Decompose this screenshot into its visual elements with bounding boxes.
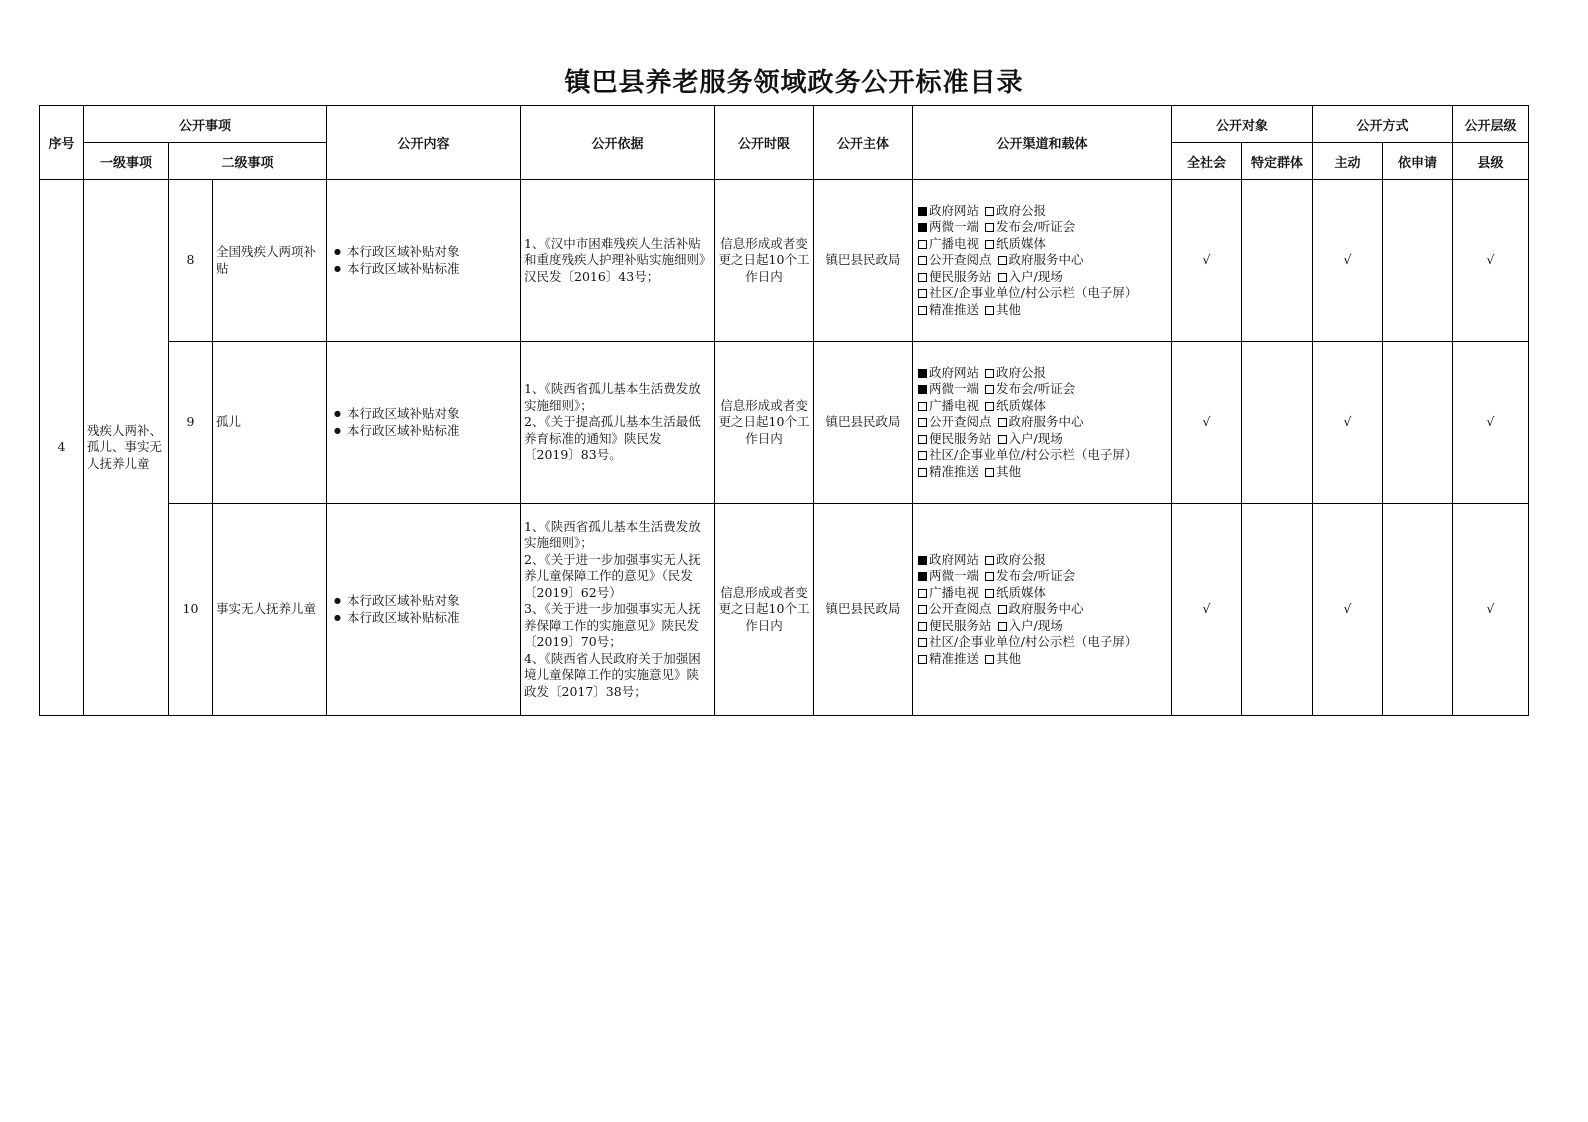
channel-option-label: 政府网站 <box>929 202 980 218</box>
check-on-request <box>1383 504 1453 716</box>
unchecked-box-icon <box>918 256 927 265</box>
header-on-request: 依申请 <box>1383 143 1453 180</box>
unchecked-box-icon <box>918 418 927 427</box>
check-specific <box>1242 342 1313 504</box>
checked-box-icon <box>918 207 927 216</box>
row-time: 信息形成或者变更之日起10个工作日内 <box>715 504 814 716</box>
unchecked-box-icon <box>918 402 927 411</box>
row-level2: 全国残疾人两项补贴 <box>213 180 327 342</box>
channel-line <box>918 219 1168 236</box>
check-county: √ <box>1453 180 1529 342</box>
channel-option-label: 精准推送 <box>929 463 980 479</box>
channel-option-label: 政府网站 <box>929 364 980 380</box>
header-method: 公开方式 <box>1313 106 1453 143</box>
row-content <box>327 504 521 716</box>
content-list <box>330 244 517 277</box>
row-number: 9 <box>169 342 213 504</box>
unchecked-box-icon <box>918 605 927 614</box>
unchecked-box-icon <box>918 435 927 444</box>
channel-option-label: 其他 <box>996 650 1022 666</box>
catalog-table <box>39 105 1529 716</box>
unchecked-box-icon <box>918 655 927 664</box>
header-county: 县级 <box>1453 143 1529 180</box>
channel-line <box>918 252 1168 269</box>
basis-item: 4、《陕西省人民政府关于加强困境儿童保障工作的实施意见》陕政发〔2017〕38号； <box>524 650 701 699</box>
channel-option-label: 纸质媒体 <box>996 584 1047 600</box>
channel-line <box>918 381 1168 398</box>
check-active: √ <box>1313 180 1383 342</box>
channel-option-label: 政府服务中心 <box>1008 601 1084 617</box>
channel-line <box>918 269 1168 286</box>
channel-line <box>918 634 1168 651</box>
channel-option-label: 纸质媒体 <box>996 235 1047 251</box>
unchecked-box-icon <box>985 572 994 581</box>
channel-option-label: 纸质媒体 <box>996 397 1047 413</box>
page-title: 镇巴县养老服务领域政务公开标准目录 <box>564 68 1024 98</box>
channel-line <box>918 618 1168 635</box>
channel-option-label: 政府服务中心 <box>1008 414 1084 430</box>
unchecked-box-icon <box>998 256 1007 265</box>
basis-item: 1、《汉中市困难残疾人生活补贴和重度残疾人护理补贴实施细则》汉民发〔2016〕43号； <box>524 235 706 284</box>
content-item <box>334 261 517 278</box>
header-seq: 序号 <box>40 106 84 180</box>
row-subject: 镇巴县民政局 <box>814 342 913 504</box>
unchecked-box-icon <box>985 402 994 411</box>
unchecked-box-icon <box>918 589 927 598</box>
check-all-society: √ <box>1172 180 1242 342</box>
unchecked-box-icon <box>985 468 994 477</box>
channel-line <box>918 585 1168 602</box>
content-item <box>334 610 517 627</box>
basis-item: 1、《陕西省孤儿基本生活费发放实施细则》； <box>524 518 701 551</box>
check-specific <box>1242 504 1313 716</box>
channel-option-label: 发布会/听证会 <box>996 381 1076 397</box>
checked-box-icon <box>918 223 927 232</box>
channel-option-label: 发布会/听证会 <box>996 219 1076 235</box>
unchecked-box-icon <box>998 605 1007 614</box>
row-content <box>327 342 521 504</box>
content-item-text: 本行政区域补贴对象 <box>346 406 460 421</box>
check-county: √ <box>1453 504 1529 716</box>
unchecked-box-icon <box>918 622 927 631</box>
check-county: √ <box>1453 342 1529 504</box>
unchecked-box-icon <box>918 638 927 647</box>
channel-line <box>918 203 1168 220</box>
content-item <box>334 423 517 440</box>
check-all-society: √ <box>1172 504 1242 716</box>
checked-box-icon <box>918 369 927 378</box>
unchecked-box-icon <box>998 622 1007 631</box>
basis-item: 1、《陕西省孤儿基本生活费发放实施细则》； <box>524 381 701 413</box>
unchecked-box-icon <box>918 240 927 249</box>
row-level2: 事实无人抚养儿童 <box>213 504 327 716</box>
unchecked-box-icon <box>918 289 927 298</box>
channel-option-label: 便民服务站 <box>929 617 992 633</box>
group-level1: 残疾人两补、孤儿、事实无人抚养儿童 <box>84 180 169 716</box>
unchecked-box-icon <box>985 306 994 315</box>
channel-option-label: 政府公报 <box>996 364 1047 380</box>
channel-option-label: 两微一端 <box>929 219 980 235</box>
channel-option-label: 其他 <box>996 301 1022 317</box>
channel-line <box>918 651 1168 668</box>
channel-option-label: 社区/企事业单位/村公示栏（电子屏） <box>929 285 1138 301</box>
basis-item: 2、《关于进一步加强事实无人抚养儿童保障工作的意见》（民发〔2019〕62号） <box>524 551 701 600</box>
header-level: 公开层级 <box>1453 106 1529 143</box>
content-item <box>334 244 517 261</box>
header-all-society: 全社会 <box>1172 143 1242 180</box>
channel-option-label: 便民服务站 <box>929 268 992 284</box>
check-active: √ <box>1313 342 1383 504</box>
check-active: √ <box>1313 504 1383 716</box>
header-matters: 公开事项 <box>84 106 327 143</box>
channel-option-label: 精准推送 <box>929 301 980 317</box>
content-item-text: 本行政区域补贴对象 <box>346 244 460 259</box>
channel-option-label: 公开查阅点 <box>929 252 992 268</box>
header-content: 公开内容 <box>327 106 521 180</box>
unchecked-box-icon <box>985 556 994 565</box>
unchecked-box-icon <box>918 451 927 460</box>
row-time: 信息形成或者变更之日起10个工作日内 <box>715 342 814 504</box>
row-subject: 镇巴县民政局 <box>814 180 913 342</box>
unchecked-box-icon <box>998 435 1007 444</box>
channel-option-label: 政府服务中心 <box>1008 252 1084 268</box>
table-row <box>40 342 1529 504</box>
row-number: 8 <box>169 180 213 342</box>
row-content <box>327 180 521 342</box>
content-item-text: 本行政区域补贴标准 <box>346 609 460 625</box>
channel-option-label: 政府公报 <box>996 202 1047 218</box>
unchecked-box-icon <box>998 418 1007 427</box>
channel-option-label: 入户/现场 <box>1008 430 1063 446</box>
checked-box-icon <box>918 556 927 565</box>
table-row <box>40 504 1529 716</box>
channel-line <box>918 236 1168 253</box>
row-channels <box>913 342 1172 504</box>
channel-option-label: 广播电视 <box>929 235 980 251</box>
channel-line <box>918 431 1168 448</box>
channel-option-label: 精准推送 <box>929 650 980 666</box>
header-subject: 公开主体 <box>814 106 913 180</box>
content-item-text: 本行政区域补贴标准 <box>346 422 460 438</box>
unchecked-box-icon <box>918 468 927 477</box>
unchecked-box-icon <box>998 273 1007 282</box>
table-row <box>40 180 1529 342</box>
channel-option-label: 社区/企事业单位/村公示栏（电子屏） <box>929 634 1138 650</box>
channel-option-label: 广播电视 <box>929 584 980 600</box>
content-item <box>334 406 517 423</box>
unchecked-box-icon <box>985 369 994 378</box>
basis-item: 2、《关于提高孤儿基本生活最低养育标准的通知》陕民发〔2019〕83号。 <box>524 414 701 463</box>
header-level1: 一级事项 <box>84 143 169 180</box>
header-specific: 特定群体 <box>1242 143 1313 180</box>
channel-option-label: 政府公报 <box>996 551 1047 567</box>
row-number: 10 <box>169 504 213 716</box>
unchecked-box-icon <box>985 207 994 216</box>
channel-line <box>918 601 1168 618</box>
channel-line <box>918 285 1168 302</box>
channel-line <box>918 447 1168 464</box>
basis-item: 3、《关于进一步加强事实无人抚养保障工作的实施意见》陕民发〔2019〕70号； <box>524 601 701 650</box>
channel-option-label: 社区/企事业单位/村公示栏（电子屏） <box>929 447 1138 463</box>
channel-line <box>918 414 1168 431</box>
channel-option-label: 便民服务站 <box>929 430 992 446</box>
row-channels <box>913 180 1172 342</box>
channel-line <box>918 568 1168 585</box>
header-row-1 <box>40 106 1529 143</box>
row-basis <box>521 342 715 504</box>
unchecked-box-icon <box>918 306 927 315</box>
check-on-request <box>1383 180 1453 342</box>
header-active: 主动 <box>1313 143 1383 180</box>
content-item-text: 本行政区域补贴标准 <box>346 260 460 276</box>
content-list <box>330 593 517 626</box>
row-time: 信息形成或者变更之日起10个工作日内 <box>715 180 814 342</box>
channel-option-label: 发布会/听证会 <box>996 568 1076 584</box>
channel-option-label: 公开查阅点 <box>929 601 992 617</box>
channel-option-label: 入户/现场 <box>1008 268 1063 284</box>
header-time: 公开时限 <box>715 106 814 180</box>
checked-box-icon <box>918 385 927 394</box>
channel-option-label: 两微一端 <box>929 381 980 397</box>
channel-option-label: 两微一端 <box>929 568 980 584</box>
check-all-society: √ <box>1172 342 1242 504</box>
channel-line <box>918 552 1168 569</box>
channel-line <box>918 302 1168 319</box>
unchecked-box-icon <box>985 589 994 598</box>
channel-option-label: 广播电视 <box>929 397 980 413</box>
header-basis: 公开依据 <box>521 106 715 180</box>
channel-line <box>918 365 1168 382</box>
row-subject: 镇巴县民政局 <box>814 504 913 716</box>
unchecked-box-icon <box>985 655 994 664</box>
row-level2: 孤儿 <box>213 342 327 504</box>
unchecked-box-icon <box>985 240 994 249</box>
channel-line <box>918 398 1168 415</box>
channel-option-label: 入户/现场 <box>1008 617 1063 633</box>
channel-option-label: 政府网站 <box>929 551 980 567</box>
check-specific <box>1242 180 1313 342</box>
check-on-request <box>1383 342 1453 504</box>
group-seq: 4 <box>40 180 84 716</box>
channel-line <box>918 464 1168 481</box>
content-list <box>330 406 517 439</box>
row-channels <box>913 504 1172 716</box>
unchecked-box-icon <box>985 223 994 232</box>
unchecked-box-icon <box>985 385 994 394</box>
content-item-text: 本行政区域补贴对象 <box>346 593 460 608</box>
row-basis <box>521 180 715 342</box>
content-item <box>334 593 517 610</box>
header-channel: 公开渠道和载体 <box>913 106 1172 180</box>
header-target: 公开对象 <box>1172 106 1313 143</box>
header-level2: 二级事项 <box>169 143 327 180</box>
channel-option-label: 其他 <box>996 463 1022 479</box>
checked-box-icon <box>918 572 927 581</box>
channel-option-label: 公开查阅点 <box>929 414 992 430</box>
unchecked-box-icon <box>918 273 927 282</box>
row-basis <box>521 504 715 716</box>
